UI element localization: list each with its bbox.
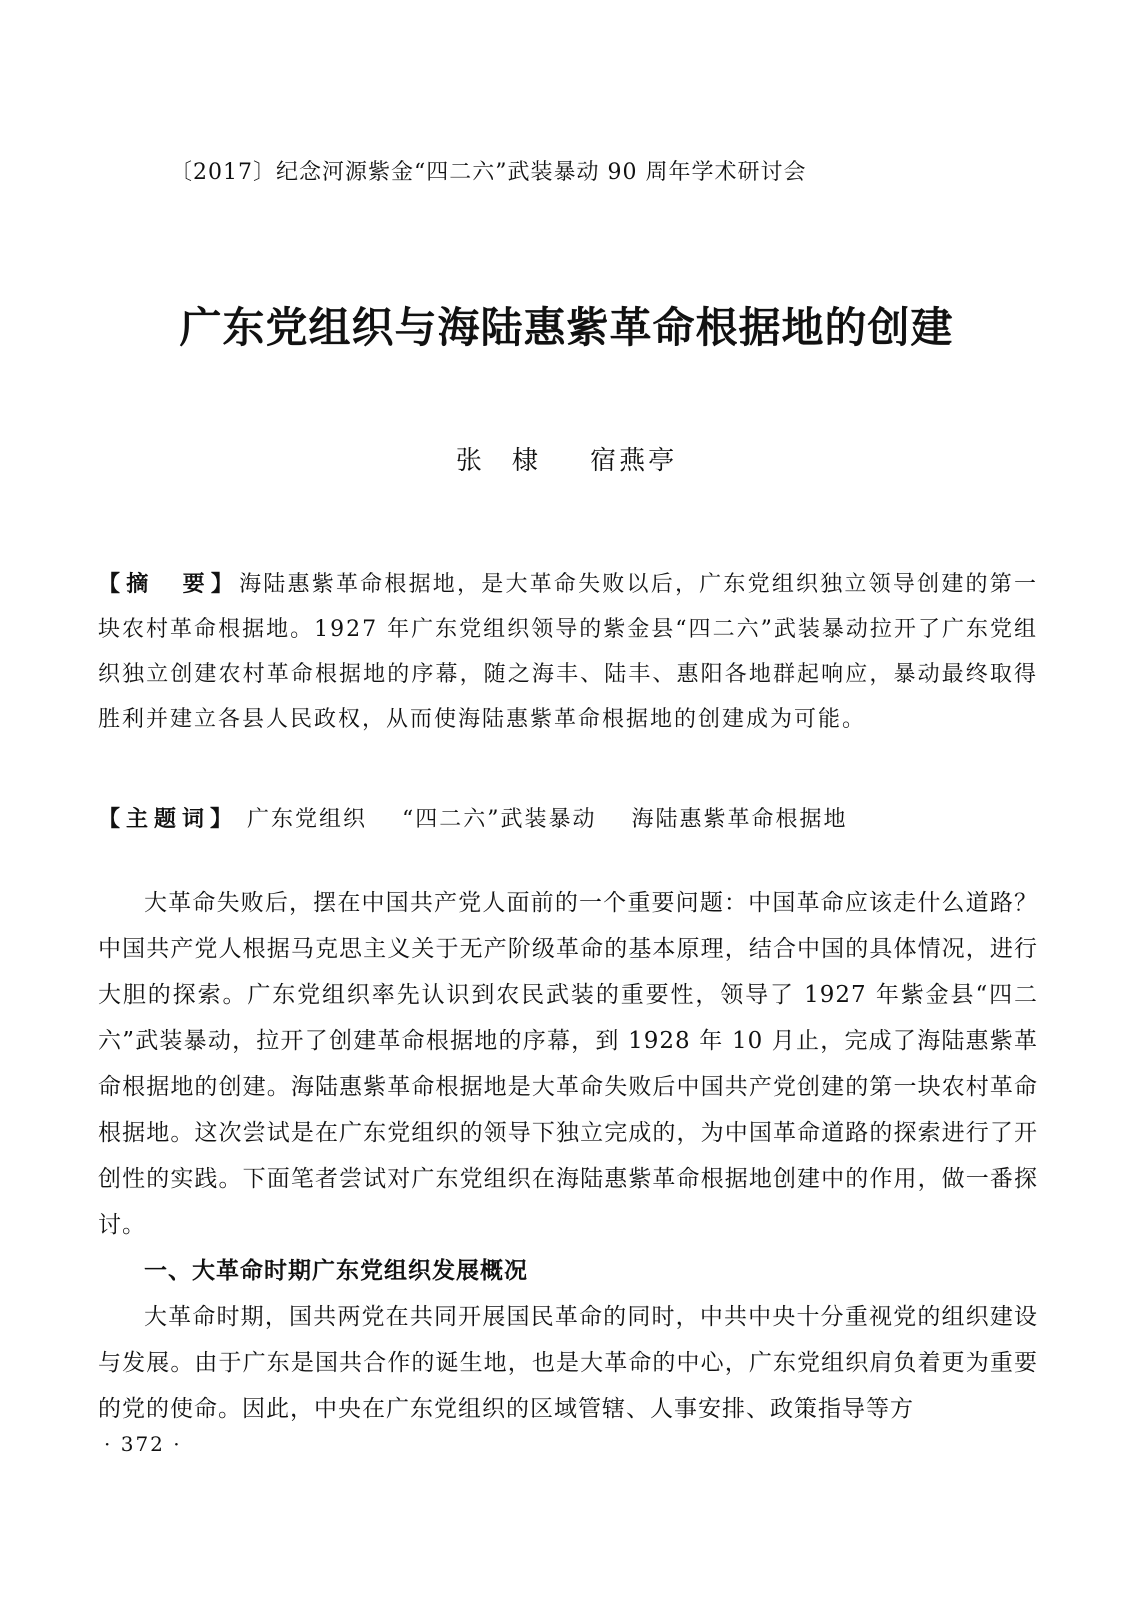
author-line	[0, 440, 1133, 477]
body-text	[98, 880, 1038, 1432]
abstract-text: 海陆惠紫革命根据地，是大革命失败以后，广东党组织独立领导创建的第一块农村革命根据地。1927 年广东党组织领导的紫金县“四二六”武装暴动拉开了广东党组织独立创建农村革命根据地的序幕，随之海丰、陆丰、惠阳各地群起响应，暴动最终取得胜利并建立各县人民政权，从而使海陆惠紫革命根据地的创建成为可能。	[98, 572, 1038, 732]
keywords	[98, 802, 1038, 833]
intro-paragraph: 大革命失败后，摆在中国共产党人面前的一个重要问题：中国革命应该走什么道路？中国共产党人根据马克思主义关于无产阶级革命的基本原理，结合中国的具体情况，进行大胆的探索。广东党组织率先认识到农民武装的重要性，领导了 1927 年紫金县“四二六”武装暴动，拉开了创建革命根据地的序幕，到 1928 年 10 月止，完成了海陆惠紫革命根据地的创建。海陆惠紫革命根据地是大革命失败后中国共产党创建的第一块农村革命根据地。这次尝试是在广东党组织的领导下独立完成的，为中国革命道路的探索进行了开创性的实践。下面笔者尝试对广东党组织在海陆惠紫革命根据地创建中的作用，做一番探讨。	[98, 890, 1038, 1238]
page-number: · 372 ·	[104, 1432, 182, 1456]
section-paragraph: 大革命时期，国共两党在共同开展国民革命的同时，中共中央十分重视党的组织建设与发展。由于广东是国共合作的诞生地，也是大革命的中心，广东党组织肩负着更为重要的党的使命。因此，中央在广东党组织的区域管辖、人事安排、政策指导等方	[98, 1304, 1038, 1422]
keyword: “四二六”武装暴动	[402, 807, 597, 832]
abstract-label: 【摘 要】	[98, 572, 240, 597]
running-header: 〔2017〕纪念河源紫金“四二六”武装暴动 90 周年学术研讨会	[170, 160, 807, 185]
keyword: 广东党组织	[247, 807, 368, 832]
keywords-label: 【主题词】	[98, 807, 239, 832]
keyword: 海陆惠紫革命根据地	[631, 807, 848, 832]
abstract	[98, 562, 1038, 742]
author-name: 宿燕亭	[590, 446, 678, 476]
section-heading: 一、大革命时期广东党组织发展概况	[144, 1258, 528, 1284]
author-name: 张棣	[455, 446, 568, 476]
paper-title: 广东党组织与海陆惠紫革命根据地的创建	[179, 303, 954, 352]
